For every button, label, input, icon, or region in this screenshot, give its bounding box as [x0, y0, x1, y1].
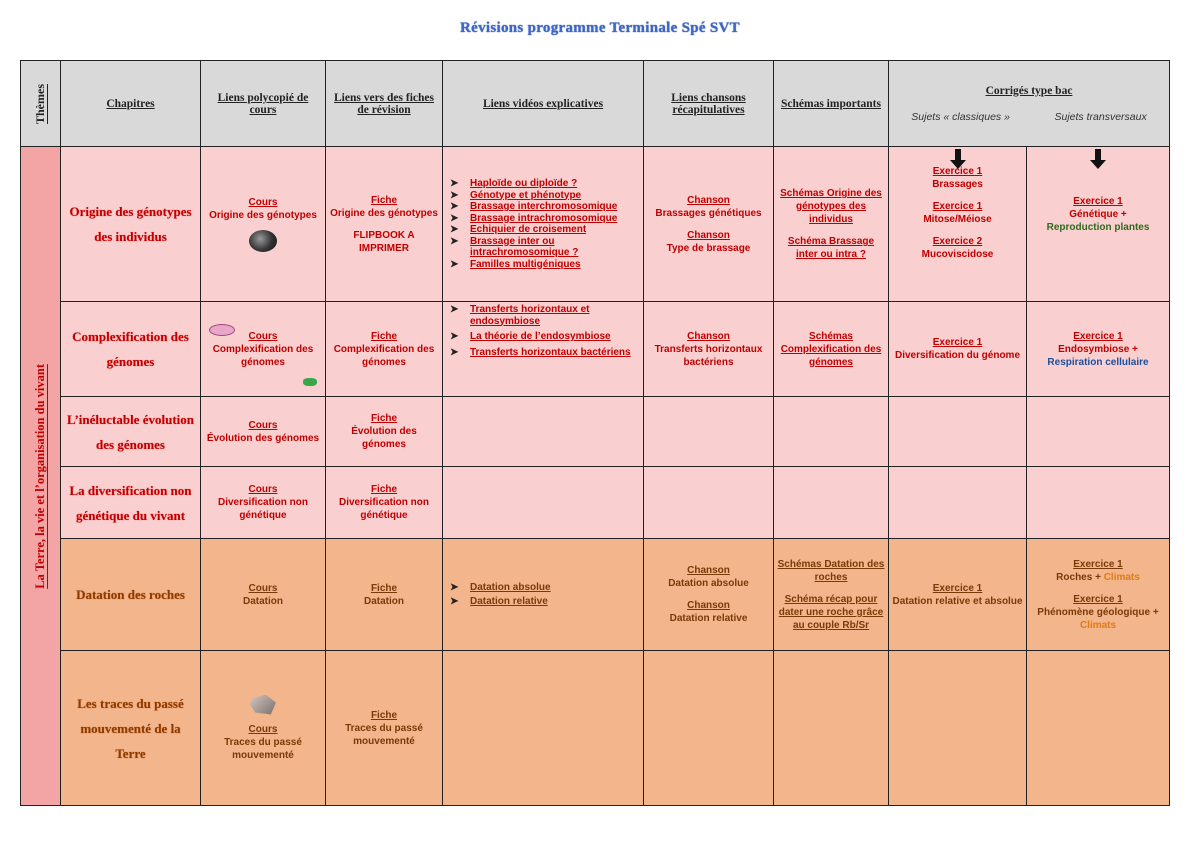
video-link[interactable]: ➤ La théorie de l’endosymbiose	[450, 331, 611, 342]
table-row	[21, 651, 1170, 806]
empty-cell	[644, 651, 774, 806]
arrow-bullet-icon: ➤	[450, 224, 459, 235]
arrow-bullet-icon: ➤	[450, 235, 459, 247]
chapter-title: Complexification des génomes	[72, 329, 189, 369]
schema-link[interactable]: Schéma récap pour dater une roche grâce au couple Rb/Sr	[778, 593, 884, 631]
table-row	[21, 467, 1170, 539]
bacteria-image-icon	[303, 378, 317, 386]
fiche-cell: Fiche Complexification des génomes	[326, 302, 443, 397]
chapter-title: Origine des génotypes des individus	[69, 204, 192, 244]
chanson-link[interactable]: Chanson	[687, 229, 730, 241]
classiques-cell: Exercice 1 Diversification du génome	[889, 302, 1027, 397]
video-link[interactable]: ➤ Transferts horizontaux bactériens	[450, 346, 631, 358]
arrow-bullet-icon: ➤	[450, 346, 459, 358]
arrow-bullet-icon: ➤	[450, 212, 459, 224]
schemas-cell	[774, 302, 889, 397]
transversaux-cell: Exercice 1 Génétique + Reproduction plantes	[1027, 147, 1170, 302]
header-sujets-classiques: Sujets « classiques »	[911, 110, 1010, 123]
cours-cell: Cours Évolution des génomes	[201, 397, 326, 467]
theme-cell	[21, 147, 61, 806]
chapter-title: Datation des roches	[76, 587, 185, 602]
chanson-link[interactable]: Chanson	[687, 330, 730, 342]
empty-cell	[889, 397, 1027, 467]
videos-cell	[443, 539, 644, 651]
cours-cell: Cours Origine des génotypes	[201, 147, 326, 302]
video-link[interactable]: ➤ Datation absolue	[450, 581, 551, 593]
rock-image-icon	[250, 695, 276, 715]
empty-cell	[774, 467, 889, 539]
cours-link[interactable]: Cours	[248, 419, 278, 431]
header-chapitres: Chapitres	[61, 61, 201, 147]
fiche-link[interactable]: Fiche	[370, 194, 398, 206]
cours-cell: Cours Complexification des génomes	[201, 302, 326, 397]
arrow-down-icon	[1095, 149, 1101, 161]
revision-table	[20, 60, 1170, 806]
video-link[interactable]: ➤ Brassage intrachromosomique	[450, 212, 618, 224]
empty-cell	[774, 651, 889, 806]
arrow-bullet-icon: ➤	[450, 258, 459, 270]
chanson-link[interactable]: Chanson	[687, 194, 730, 206]
video-link[interactable]: ➤ Familles multigéniques	[450, 258, 581, 270]
arrow-bullet-icon: ➤	[450, 178, 459, 189]
videos-cell	[443, 302, 644, 397]
empty-cell	[443, 651, 644, 806]
fiche-cell: Fiche Datation	[326, 539, 443, 651]
transversaux-cell: Exercice 1 Roches + Climats Exercice 1 Phénomène géologique + Climats	[1027, 539, 1170, 651]
cell-image-icon	[209, 324, 235, 336]
schema-link[interactable]: Schémas Datation des roches	[777, 558, 885, 583]
arrow-bullet-icon: ➤	[450, 304, 459, 315]
video-link[interactable]: ➤ Brassage interchromosomique	[450, 201, 618, 212]
arrow-bullet-icon: ➤	[450, 189, 459, 201]
video-link[interactable]: ➤ Brassage inter ou intrachromosomique ?	[450, 235, 579, 258]
table-row	[21, 147, 1170, 302]
fiche-link[interactable]: Fiche	[370, 330, 398, 342]
table-row	[21, 397, 1170, 467]
classiques-cell: Exercice 1 Brassages Exercice 1 Mitose/Méiose Exercice 2 Mucoviscidose	[889, 147, 1027, 302]
header-fiches: Liens vers des fiches de révision	[326, 61, 443, 147]
chanson-link[interactable]: Chanson	[687, 565, 730, 576]
table-row	[21, 302, 1170, 397]
arrow-down-icon	[955, 149, 961, 161]
chapter-title: L’inéluctable évolution des génomes	[66, 411, 194, 452]
video-link[interactable]: ➤ Echiquier de croisement	[450, 224, 587, 235]
cours-link[interactable]: Cours	[248, 723, 278, 735]
schema-link[interactable]: Schéma Brassage inter ou intra ?	[787, 236, 875, 260]
exercice-link[interactable]: Exercice 1	[932, 166, 983, 177]
classiques-cell: Exercice 1 Datation relative et absolue	[889, 539, 1027, 651]
empty-cell	[889, 651, 1027, 806]
chansons-cell: Chanson Transferts horizontaux bactériens	[644, 302, 774, 397]
header-row	[21, 61, 1170, 147]
cours-link[interactable]: Cours	[248, 484, 278, 495]
cours-link[interactable]: Cours	[248, 197, 278, 208]
chapter-cell	[61, 467, 201, 539]
video-link[interactable]: ➤ Datation relative	[450, 596, 548, 607]
cours-cell: Cours Diversification non génétique	[201, 467, 326, 539]
empty-cell	[774, 397, 889, 467]
exercice-link[interactable]: Exercice 1	[1073, 558, 1123, 570]
exercice-link[interactable]: Exercice 1	[932, 201, 983, 212]
schemas-cell	[774, 539, 889, 651]
video-link[interactable]: ➤ Transferts horizontaux et endosymbiose	[450, 304, 590, 327]
flipbook-link[interactable]: FLIPBOOK A IMPRIMER	[353, 229, 415, 254]
empty-cell	[1027, 467, 1170, 539]
empty-cell	[1027, 651, 1170, 806]
fiche-cell: Fiche Origine des génotypes FLIPBOOK A IMPRIMER	[326, 147, 443, 302]
chapter-cell	[61, 651, 201, 806]
videos-cell	[443, 147, 644, 302]
exercice-link[interactable]: Exercice 2	[932, 236, 983, 247]
header-videos: Liens vidéos explicatives	[443, 61, 644, 147]
fiche-cell: Fiche Traces du passé mouvementé	[326, 651, 443, 806]
chapter-cell	[61, 539, 201, 651]
chapter-title: Les traces du passé mouvementé de la Terre	[77, 695, 184, 761]
dna-image-icon	[249, 230, 277, 252]
exercice-link[interactable]: Exercice 1	[1073, 593, 1123, 605]
arrow-bullet-icon: ➤	[450, 596, 459, 607]
fiche-link[interactable]: Fiche	[370, 709, 398, 721]
exercice-link[interactable]: Exercice 1	[1073, 330, 1123, 342]
empty-cell	[889, 467, 1027, 539]
cours-link[interactable]: Cours	[248, 330, 278, 342]
empty-cell	[443, 397, 644, 467]
fiche-cell: Fiche Diversification non génétique	[326, 467, 443, 539]
fiche-cell: Fiche Évolution des génomes	[326, 397, 443, 467]
empty-cell	[443, 467, 644, 539]
schemas-cell	[774, 147, 889, 302]
chansons-cell: Chanson Brassages génétiques Chanson Type de brassage	[644, 147, 774, 302]
chapter-cell	[61, 302, 201, 397]
header-themes: Thèmes	[21, 61, 61, 147]
chapter-cell	[61, 147, 201, 302]
chapter-cell	[61, 397, 201, 467]
arrow-bullet-icon: ➤	[450, 581, 459, 593]
header-corriges: Corrigés type bac Sujets « classiques » Sujets transversaux	[889, 61, 1170, 147]
header-schemas: Schémas importants	[774, 61, 889, 147]
arrow-bullet-icon: ➤	[450, 201, 459, 212]
video-link[interactable]: ➤ Génotype et phénotype	[450, 189, 582, 201]
schema-link[interactable]: Schémas Complexification des génomes	[780, 330, 882, 368]
fiche-link[interactable]: Fiche	[370, 413, 398, 424]
header-polycopie: Liens polycopié de cours	[201, 61, 326, 147]
page-title: Révisions programme Terminale Spé SVT	[459, 20, 740, 36]
header-sujets-transversaux: Sujets transversaux	[1054, 110, 1147, 123]
exercice-link[interactable]: Exercice 1	[932, 582, 983, 594]
cours-cell: Cours Traces du passé mouvementé	[201, 651, 326, 806]
cours-cell: Cours Datation	[201, 539, 326, 651]
empty-cell	[1027, 397, 1170, 467]
arrow-bullet-icon: ➤	[450, 331, 459, 342]
theme-label: La Terre, la vie et l’organisation du vivant	[33, 363, 47, 589]
chansons-cell: Chanson Datation absolue Chanson Datation relative	[644, 539, 774, 651]
cours-link[interactable]: Cours	[248, 582, 278, 594]
chanson-link[interactable]: Chanson	[687, 600, 730, 611]
chapter-title: La diversification non génétique du vivant	[69, 482, 192, 523]
exercice-link[interactable]: Exercice 1	[1073, 196, 1123, 207]
exercice-link[interactable]: Exercice 1	[932, 337, 983, 348]
table-row	[21, 539, 1170, 651]
empty-cell	[644, 467, 774, 539]
schema-link[interactable]: Schémas Origine des génotypes des individus	[780, 188, 882, 225]
fiche-link[interactable]: Fiche	[370, 484, 398, 495]
fiche-link[interactable]: Fiche	[370, 582, 398, 594]
transversaux-cell: Exercice 1 Endosymbiose + Respiration cellulaire	[1027, 302, 1170, 397]
video-link[interactable]: ➤ Haploïde ou diploïde ?	[450, 178, 578, 189]
empty-cell	[644, 397, 774, 467]
header-chansons: Liens chansons récapitulatives	[644, 61, 774, 147]
